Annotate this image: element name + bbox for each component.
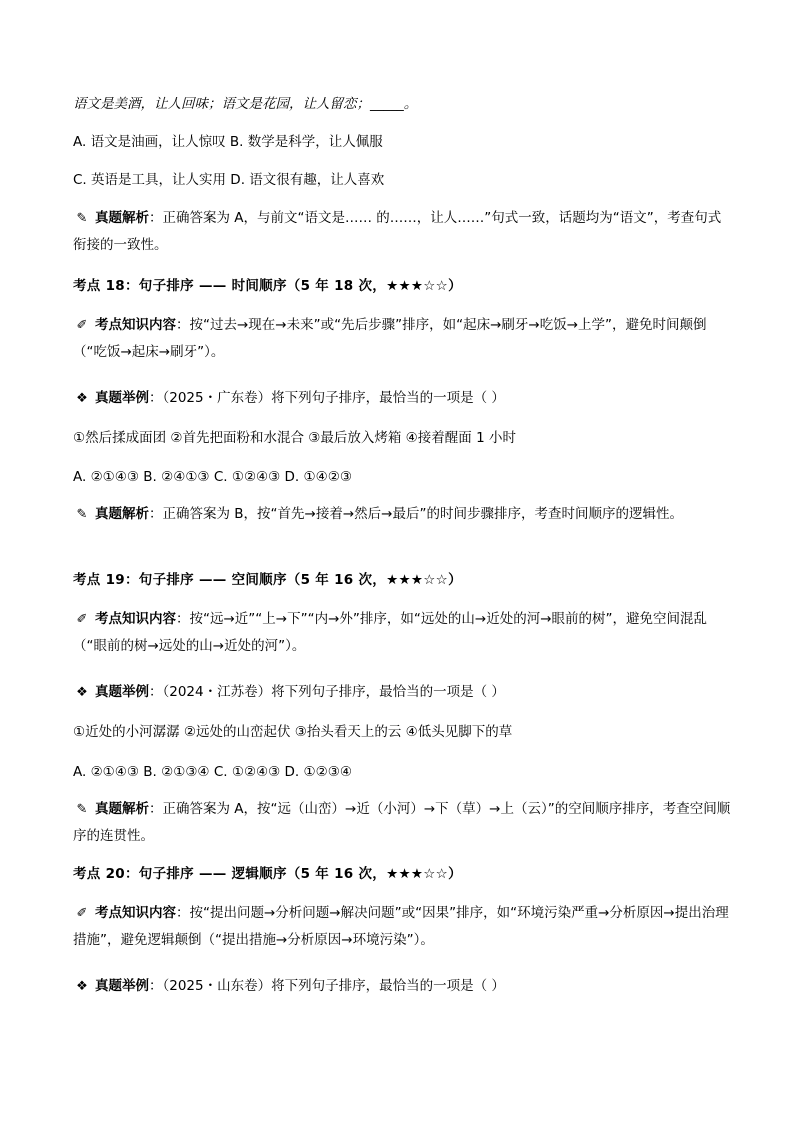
pen-icon: ✐ [76,318,88,333]
example-label: 真题举例 [95,390,149,406]
diamond-bullet-icon: ❖ [76,979,88,994]
pen-icon: ✐ [76,612,88,627]
analysis-block [73,205,733,258]
example-label: 真题举例 [95,684,149,700]
pencil-icon: ✎ [76,507,88,522]
point-20-knowledge [73,900,733,953]
analysis-text: ：正确答案为 A，与前文“语文是…… 的……，让人……”句式一致，话题均为“语文”，考查句式衔接的一致性。 [73,210,722,253]
example-text: ：（2025・广东卷）将下列句子排序，最恰当的一项是（ ） [149,390,505,406]
option-cd: C. 英语是工具，让人实用 D. 语文很有趣，让人喜欢 [73,172,385,188]
option-ab: A. 语文是油画，让人惊叹 B. 数学是科学，让人佩服 [73,134,383,150]
point-19-options: A. ②①④③ B. ②①③④ C. ①②④③ D. ①②③④ [73,764,352,780]
point-18-items: ①然后揉成面团 ②首先把面粉和水混合 ③最后放入烤箱 ④接着醒面 1 小时 [73,430,516,446]
analysis-label: 真题解析 [95,801,149,817]
example-text: ：（2024・江苏卷）将下列句子排序，最恰当的一项是（ ） [149,684,505,700]
diamond-bullet-icon: ❖ [76,391,88,406]
pencil-icon: ✎ [76,211,88,226]
knowledge-text: ：按“提出问题→分析问题→解决问题”或“因果”排序，如“环境污染严重→分析原因→提出治理措施”，避免逻辑颠倒（“提出措施→分析原因→环境污染”）。 [73,905,729,948]
analysis-text: ：正确答案为 A，按“远（山峦）→近（小河）→下（草）→上（云）”的空间顺序排序，考查空间顺序的连贯性。 [73,801,731,844]
point-18-knowledge [73,312,733,365]
pen-icon: ✐ [76,906,88,921]
point-18-example [73,386,733,411]
point-20-example [73,974,733,999]
knowledge-label: 考点知识内容 [95,317,176,333]
point-18-analysis [73,501,733,528]
knowledge-text: ：按“远→近”“上→下”“内→外”排序，如“远处的山→近处的河→眼前的树”，避免空间混乱（“眼前的树→远处的山→近处的河”）。 [73,611,708,654]
analysis-text: ：正确答案为 B，按“首先→接着→然后→最后”的时间步骤排序，考查时间顺序的逻辑性。 [149,506,683,522]
point-19-analysis [73,796,733,849]
example-text: ：（2025・山东卷）将下列句子排序，最恰当的一项是（ ） [149,978,505,994]
point-19-items: ①近处的小河潺潺 ②远处的山峦起伏 ③抬头看天上的云 ④低头见脚下的草 [73,724,513,740]
diamond-bullet-icon: ❖ [76,685,88,700]
point-19-heading: 考点 19：句子排序 —— 空间顺序（5 年 16 次，★★★☆☆） [73,572,462,588]
example-label: 真题举例 [95,978,149,994]
question-sentence: 语文是美酒，让人回味；语文是花园，让人留恋；_____。 [73,96,418,112]
point-19-knowledge [73,606,733,659]
analysis-label: 真题解析 [95,506,149,522]
point-19-example [73,680,733,705]
point-18-heading: 考点 18：句子排序 —— 时间顺序（5 年 18 次，★★★☆☆） [73,278,462,294]
knowledge-label: 考点知识内容 [95,905,176,921]
analysis-label: 真题解析 [95,210,149,226]
knowledge-text: ：按“过去→现在→未来”或“先后步骤”排序，如“起床→刷牙→吃饭→上学”，避免时间颠倒（“吃饭→起床→刷牙”）。 [73,317,707,360]
point-20-heading: 考点 20：句子排序 —— 逻辑顺序（5 年 16 次，★★★☆☆） [73,866,462,882]
knowledge-label: 考点知识内容 [95,611,176,627]
point-18-options: A. ②①④③ B. ②④①③ C. ①②④③ D. ①④②③ [73,469,352,485]
pencil-icon: ✎ [76,802,88,817]
